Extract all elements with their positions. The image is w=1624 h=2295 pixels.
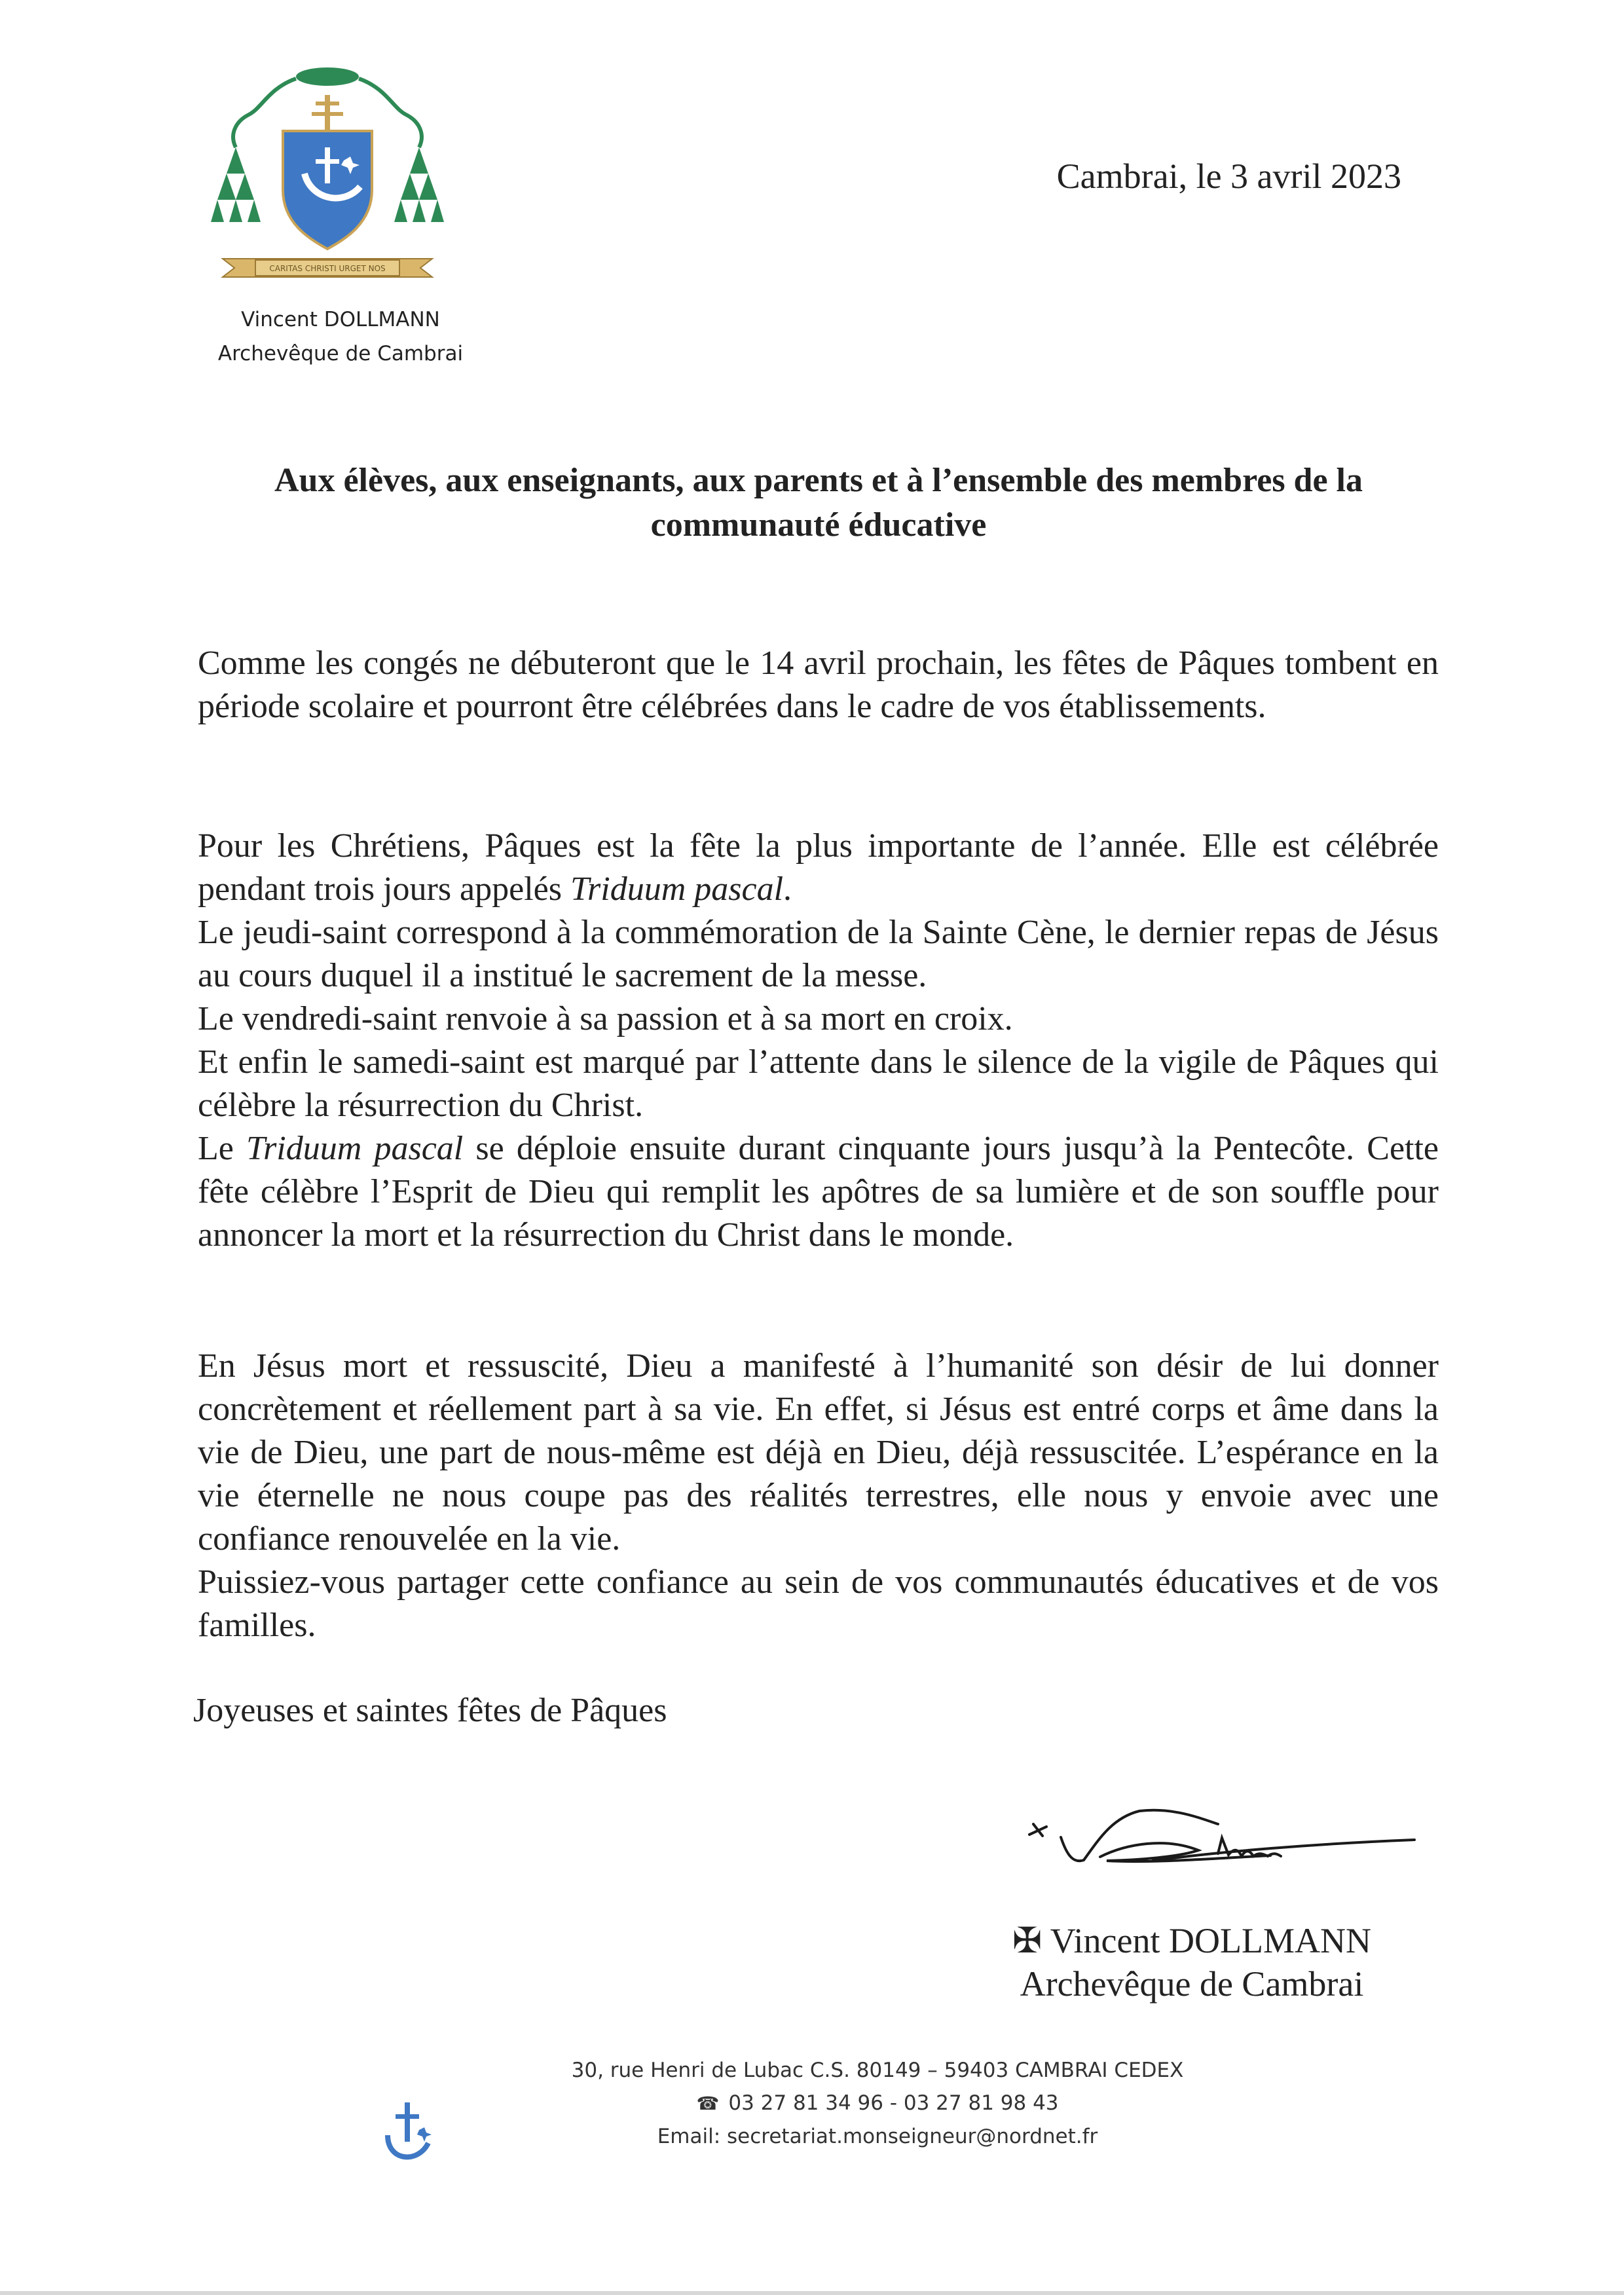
title-line-2: communauté éducative bbox=[650, 506, 987, 544]
sender-name: Vincent DOLLMANN bbox=[241, 308, 440, 331]
sender-title: Archevêque de Cambrai bbox=[217, 342, 464, 365]
handwritten-signature bbox=[1022, 1798, 1428, 1890]
footer-address: 30, rue Henri de Lubac C.S. 80149 – 59403 CAMBRAI CEDEX bbox=[571, 2059, 1184, 2082]
diocese-cross-logo bbox=[378, 2096, 437, 2168]
telephone-icon: ☎ bbox=[696, 2093, 720, 2114]
paragraph-1: Comme les congés ne débuteront que le 14 avril prochain, les fêtes de Pâques tombent en période scolaire et pourront être célébrées dans le cadre de vos établissements. bbox=[198, 644, 1439, 725]
cross-icon: ✠ bbox=[1012, 1921, 1043, 1960]
paragraph-2-line-4: Et enfin le samedi-saint est marqué par l’attente dans le silence de la vigile de Pâques qui célèbre la résurrection du Christ. bbox=[198, 1043, 1439, 1124]
paragraph-2-line-2: Le jeudi-saint correspond à la commémoration de la Sainte Cène, le dernier repas de Jésus au cours duquel il a institué le sacrement de la messe. bbox=[198, 914, 1439, 994]
footer-contact bbox=[432, 2054, 1323, 2153]
title-line-1: Aux élèves, aux enseignants, aux parents et à l’ensemble des membres de la bbox=[274, 462, 1363, 499]
signatory-block bbox=[943, 1919, 1441, 2006]
footer-email: Email: secretariat.monseigneur@nordnet.fr bbox=[657, 2125, 1098, 2148]
triduum-term: Triduum pascal bbox=[246, 1130, 464, 1167]
paragraph-2 bbox=[198, 825, 1439, 1257]
footer-phones: ☎ 03 27 81 34 96 - 03 27 81 98 43 bbox=[696, 2091, 1059, 2115]
paragraph-2-line-5: Le Triduum pascal se déploie ensuite durant cinquante jours jusqu’à la Pentecôte. Cette fête célèbre l’Esprit de Dieu qui remplit les apôtres de sa lumière et de son souffle pour annoncer la mort et la résurrection du Christ dans le monde. bbox=[198, 1130, 1439, 1254]
coat-of-arms-logo bbox=[210, 62, 445, 298]
letter-title bbox=[164, 458, 1473, 548]
paragraph-2-line-1: Pour les Chrétiens, Pâques est la fête la plus importante de l’année. Elle est célébrée pendant trois jours appelés Triduum pascal. bbox=[198, 827, 1439, 908]
closing-line: Joyeuses et saintes fêtes de Pâques bbox=[193, 1692, 667, 1729]
paragraph-3 bbox=[198, 1345, 1439, 1647]
signatory-title: Archevêque de Cambrai bbox=[1020, 1964, 1364, 2004]
page-edge-divider bbox=[0, 2291, 1624, 2295]
letter-date: Cambrai, le 3 avril 2023 bbox=[1056, 157, 1401, 196]
sender-block bbox=[151, 303, 530, 371]
paragraph-3-line-1: En Jésus mort et ressuscité, Dieu a manifesté à l’humanité son désir de lui donner concrètement et réellement part à sa vie. En effet, si Jésus est entré corps et âme dans la vie de Dieu, une part de nous-même est déjà en Dieu, déjà ressuscitée. L’espérance en la vie éternelle ne nous coupe pas des réalités terrestres, elle nous y envoie avec une confiance renouvelée en la vie. bbox=[198, 1347, 1439, 1558]
signatory-name: ✠ Vincent DOLLMANN bbox=[1012, 1921, 1371, 1960]
triduum-term: Triduum pascal bbox=[570, 870, 784, 908]
coat-motto: CARITAS CHRISTI URGET NOS bbox=[269, 264, 386, 273]
paragraph-2-line-3: Le vendredi-saint renvoie à sa passion et à sa mort en croix. bbox=[198, 1000, 1013, 1037]
paragraph-3-line-2: Puissiez-vous partager cette confiance au sein de vos communautés éducatives et de vos familles. bbox=[198, 1563, 1439, 1644]
